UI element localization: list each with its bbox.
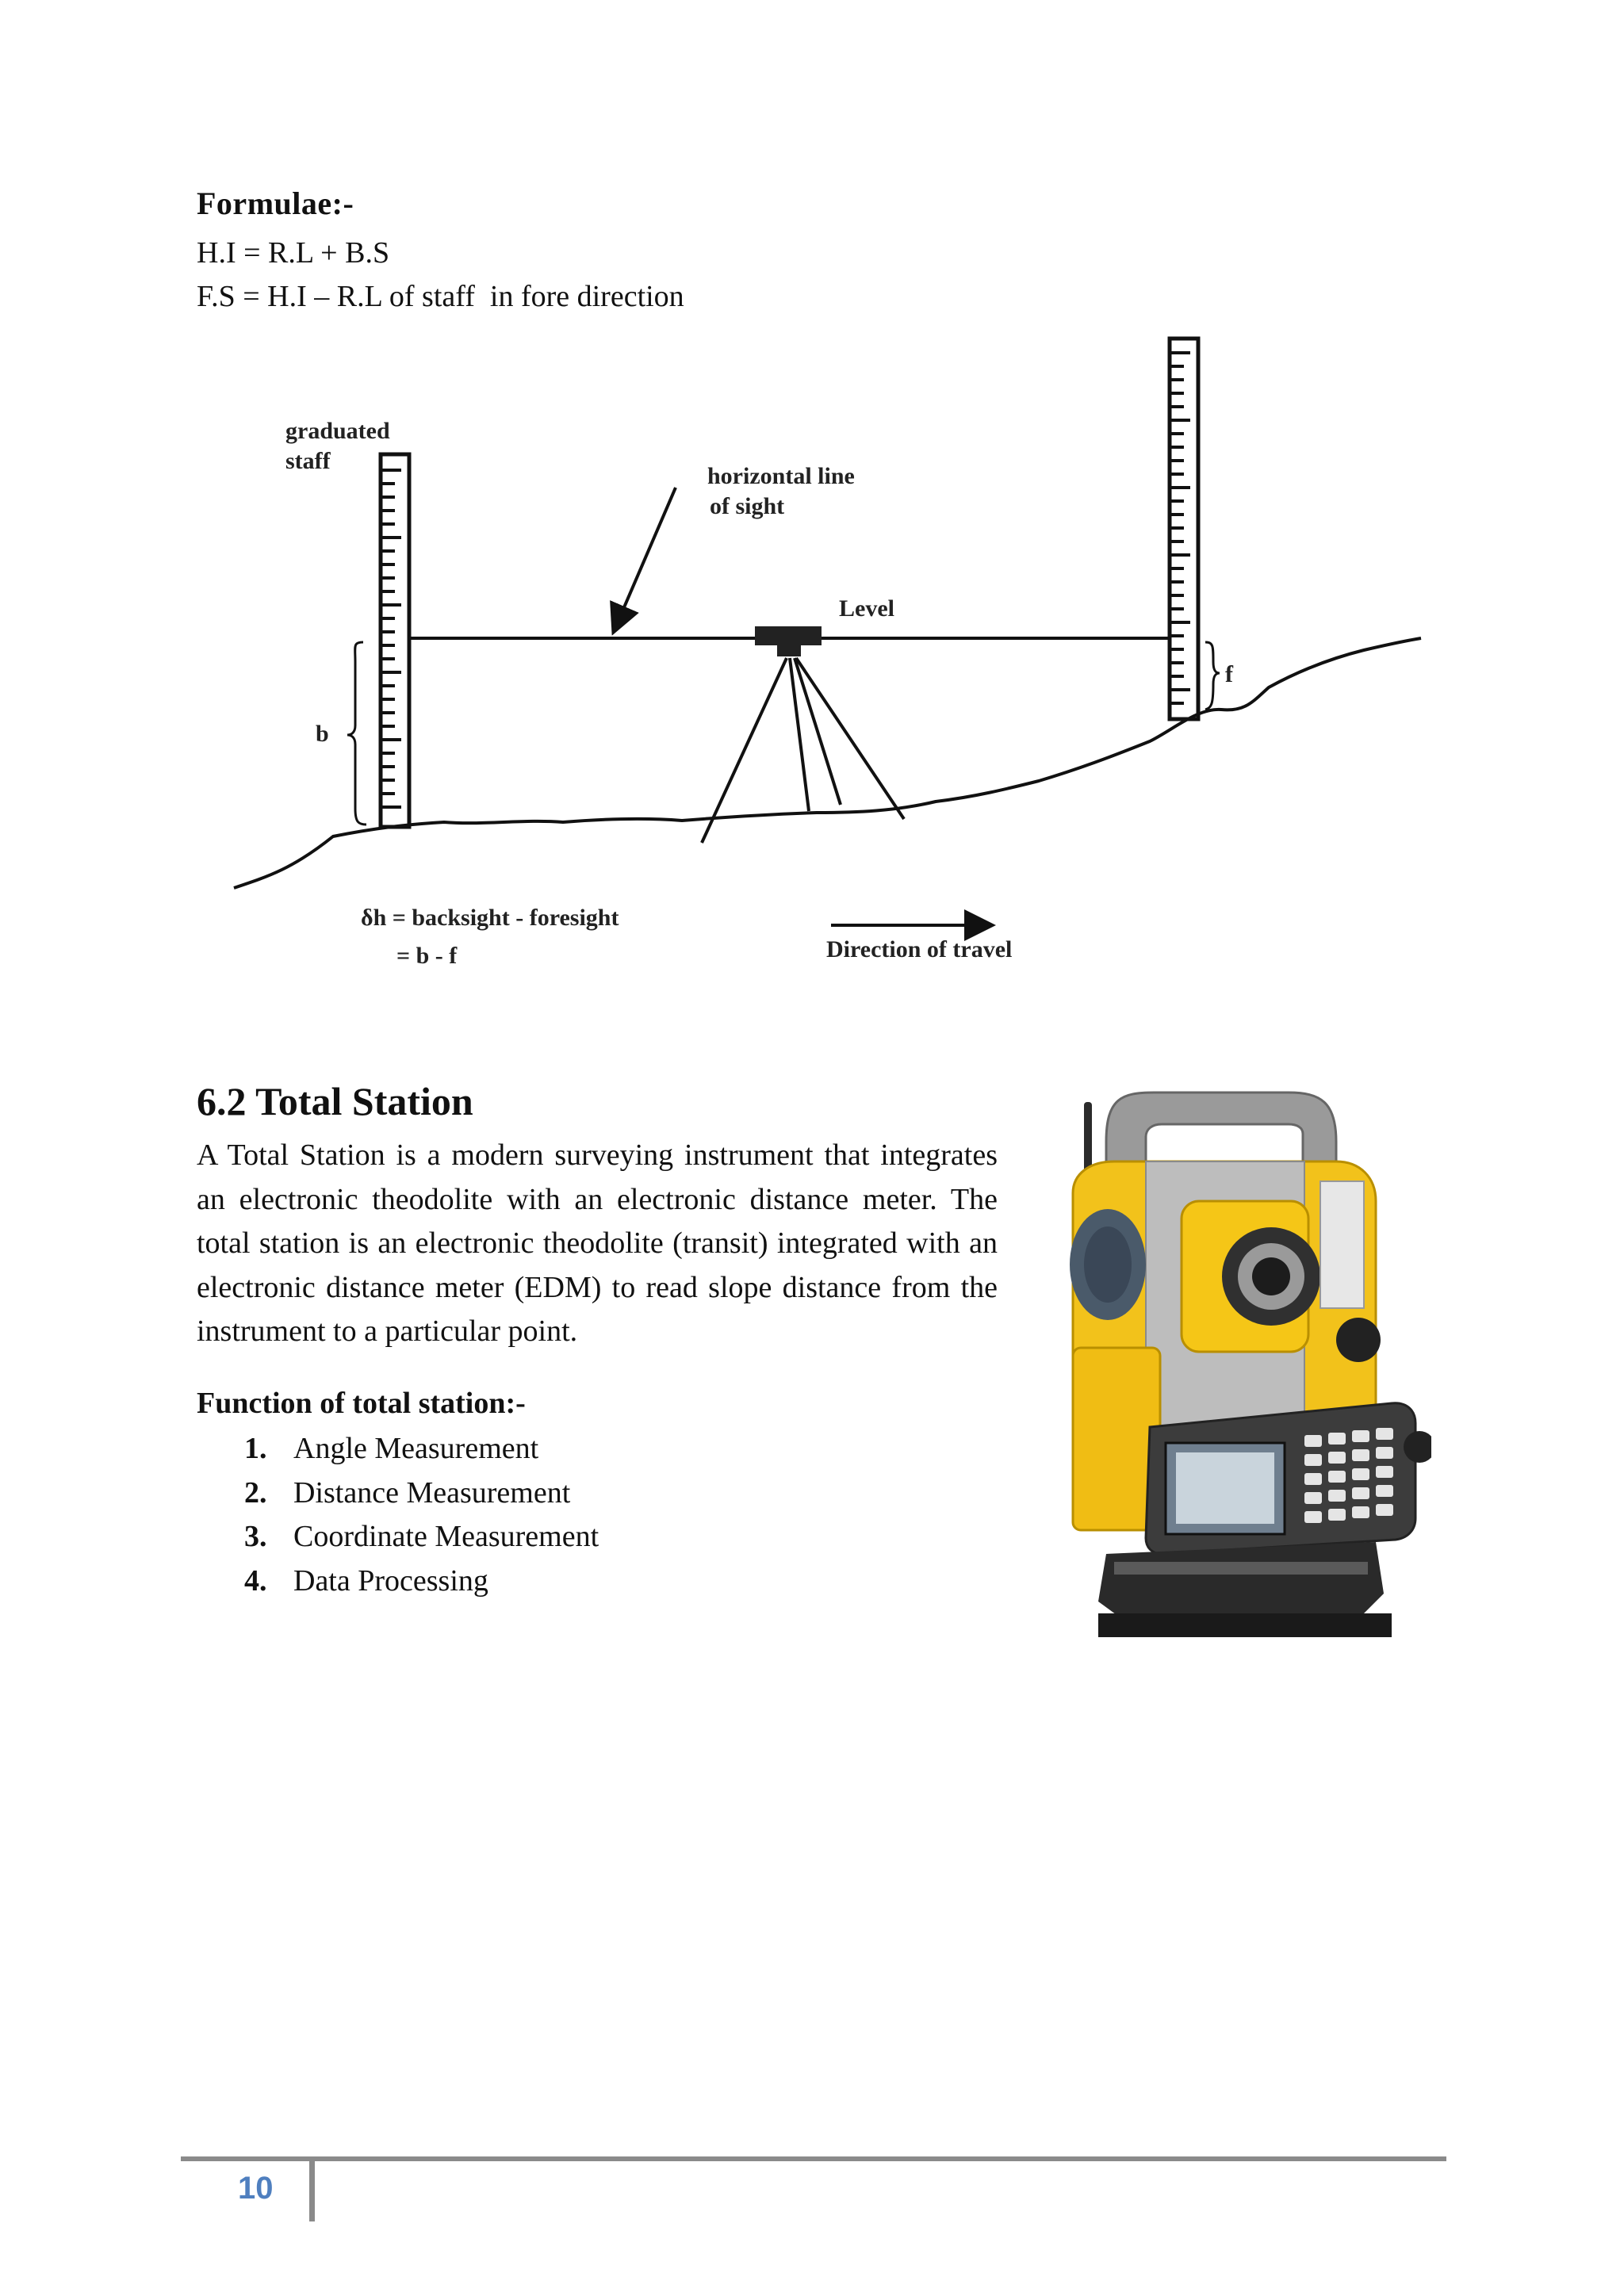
label-of-sight: of sight (710, 493, 785, 519)
list-text: Coordinate Measurement (293, 1520, 599, 1553)
list-number: 2. (244, 1475, 267, 1510)
label-level: Level (839, 595, 894, 622)
keypad-key (1328, 1509, 1346, 1521)
label-f: f (1225, 661, 1233, 687)
list-number: 4. (244, 1563, 267, 1598)
keypad-key (1376, 1466, 1393, 1478)
keypad-key (1328, 1471, 1346, 1483)
list-text: Distance Measurement (293, 1475, 571, 1510)
keypad-key (1304, 1492, 1322, 1504)
keypad-key (1328, 1433, 1346, 1445)
keypad-key (1328, 1452, 1346, 1464)
list-number: 3. (244, 1520, 267, 1553)
label-b-minus-f: = b - f (396, 943, 458, 969)
formula-hi: H.I = R.L + B.S (197, 236, 390, 270)
keypad-key (1304, 1473, 1322, 1485)
list-item (244, 1427, 599, 1471)
formulae-heading: Formulae:- (197, 186, 354, 221)
left-staff (381, 454, 409, 827)
formula-fs: F.S = H.I – R.L of staff in fore direction (197, 280, 684, 313)
line-of-sight-pointer (617, 488, 676, 624)
list-number: 1. (244, 1432, 267, 1465)
keypad-key (1304, 1454, 1322, 1466)
leveling-diagram (222, 329, 1427, 987)
list-item (244, 1471, 599, 1516)
keypad-key (1352, 1487, 1369, 1499)
page-number: 10 (238, 2171, 274, 2206)
list-text: Data Processing (293, 1563, 488, 1598)
function-list (244, 1427, 599, 1603)
keypad-key (1352, 1506, 1369, 1518)
keypad-key (1304, 1511, 1322, 1523)
brace-b (347, 642, 366, 825)
keypad-key (1304, 1435, 1322, 1447)
footer-divider (309, 2156, 315, 2221)
label-graduated: graduated (285, 418, 390, 444)
keypad-key (1376, 1485, 1393, 1497)
footer-rule (181, 2156, 1446, 2161)
keypad-key (1376, 1504, 1393, 1516)
label-b: b (316, 721, 329, 747)
label-direction-of-travel: Direction of travel (826, 936, 1013, 962)
keypad-key (1376, 1447, 1393, 1459)
keypad-key (1352, 1430, 1369, 1442)
list-text: Angle Measurement (293, 1432, 539, 1465)
section-paragraph: A Total Station is a modern surveying instrument that integrates an electronic theodolite with an electronic distance meter. The total station is an electronic theodolite (transit) integrated with an electronic distance meter (EDM) to read slope distance from the instrument to a particular point. (197, 1138, 998, 1348)
list-item (244, 1559, 599, 1604)
label-dh-formula: δh = backsight - foresight (361, 905, 619, 931)
total-station-image (1051, 1086, 1431, 1641)
list-item (244, 1515, 599, 1559)
right-staff (1170, 339, 1198, 719)
function-heading: Function of total station:- (197, 1387, 526, 1420)
keypad-key (1376, 1428, 1393, 1440)
section-title: 6.2 Total Station (197, 1079, 473, 1123)
keypad-key (1328, 1490, 1346, 1502)
keypad-key (1352, 1449, 1369, 1461)
keypad-key (1352, 1468, 1369, 1480)
brace-f (1205, 642, 1220, 710)
label-staff: staff (285, 448, 331, 474)
label-horizontal-line: horizontal line (707, 463, 855, 489)
